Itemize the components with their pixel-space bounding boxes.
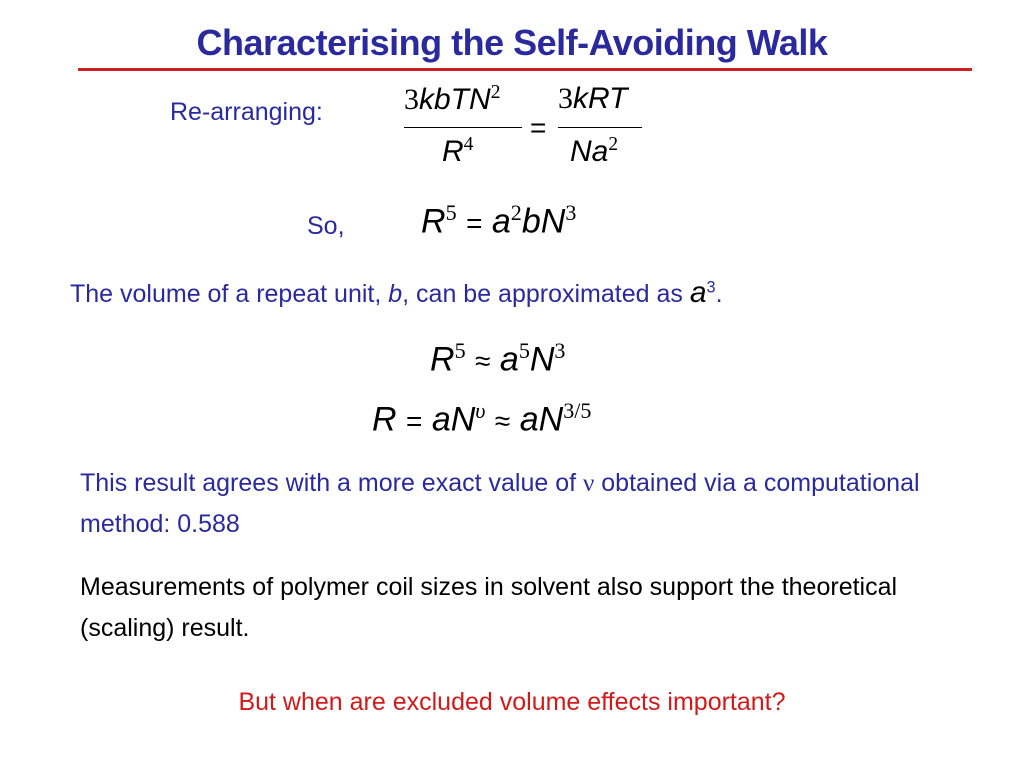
eq3-a-exp: 5: [518, 338, 530, 363]
volume-period: .: [715, 280, 723, 308]
eq1-rhs-den-exp: 2: [608, 134, 619, 155]
eq3-r: R: [430, 340, 455, 379]
question-text: But when are excluded volume effects important?: [238, 688, 786, 716]
eq1-lhs-denominator: [442, 134, 473, 169]
eq1-rhs-denominator: [570, 134, 618, 169]
rearranging-label: Re-arranging:: [170, 98, 323, 126]
volume-text-1: The volume of a repeat unit,: [70, 280, 389, 308]
measurement-paragraph: Measurements of polymer coil sizes in solvent also support the theoretical (scaling) result.: [80, 573, 898, 642]
volume-a-exp: 3: [706, 278, 716, 297]
eq3-n: N: [529, 340, 555, 379]
eq2-r-exp: 5: [445, 200, 457, 225]
eq3-approx: ≈: [475, 345, 491, 377]
eq4-nu: υ: [475, 398, 486, 423]
equation-r5-approx-a5n3: [430, 338, 565, 379]
eq4-an2: aN: [519, 400, 564, 439]
eq3-r-exp: 5: [454, 338, 466, 363]
eq4-approx: ≈: [494, 405, 511, 437]
eq1-lhs-numerator: [404, 82, 500, 117]
eq1-lhs-fraction-bar: [404, 127, 522, 128]
eq1-lhs-den-var: R: [442, 135, 464, 168]
result-paragraph: [80, 463, 960, 545]
eq2-n-exp: 3: [565, 200, 577, 225]
eq2-equals: =: [466, 207, 483, 239]
eq2-a-exp: 2: [510, 200, 522, 225]
volume-b: b: [388, 280, 403, 308]
eq1-rhs-vars: kRT: [573, 82, 628, 115]
eq1-lhs-coef: 3: [404, 83, 419, 116]
slide-title: Characterising the Self-Avoiding Walk: [196, 22, 828, 63]
eq4-exp: 3/5: [563, 398, 592, 423]
eq2-a: a: [491, 202, 511, 241]
eq1-equals: =: [530, 112, 547, 143]
so-label: So,: [307, 212, 345, 240]
eq1-rhs-fraction-bar: [558, 127, 642, 128]
title-underline: [78, 68, 972, 71]
eq1-lhs-den-exp: 4: [463, 134, 474, 155]
result-nu: ν: [583, 470, 595, 497]
volume-text-2: , can be approximated as: [402, 280, 690, 308]
volume-sentence: [70, 276, 723, 310]
eq1-lhs-exp: 2: [490, 82, 501, 103]
eq1-rhs-numerator: [558, 82, 627, 116]
eq3-n-exp: 3: [554, 338, 566, 363]
eq4-r: R: [372, 400, 397, 439]
eq2-r: R: [421, 202, 446, 241]
eq4-equals: =: [406, 405, 423, 437]
eq2-bn: bN: [521, 202, 566, 241]
eq1-lhs-vars: kbTN: [419, 83, 491, 116]
result-text-2: obtained via a computational method: 0.588: [80, 469, 920, 538]
equation-r-scaling: [372, 398, 591, 439]
eq1-rhs-coef: 3: [558, 82, 573, 115]
volume-a: a: [689, 276, 707, 309]
eq4-an: aN: [431, 400, 476, 439]
result-text-1: This result agrees with a more exact value of: [80, 469, 584, 497]
equation-r5-a2bn3: [421, 200, 576, 241]
eq3-a: a: [499, 340, 519, 379]
eq1-rhs-den-var: Na: [570, 135, 609, 168]
